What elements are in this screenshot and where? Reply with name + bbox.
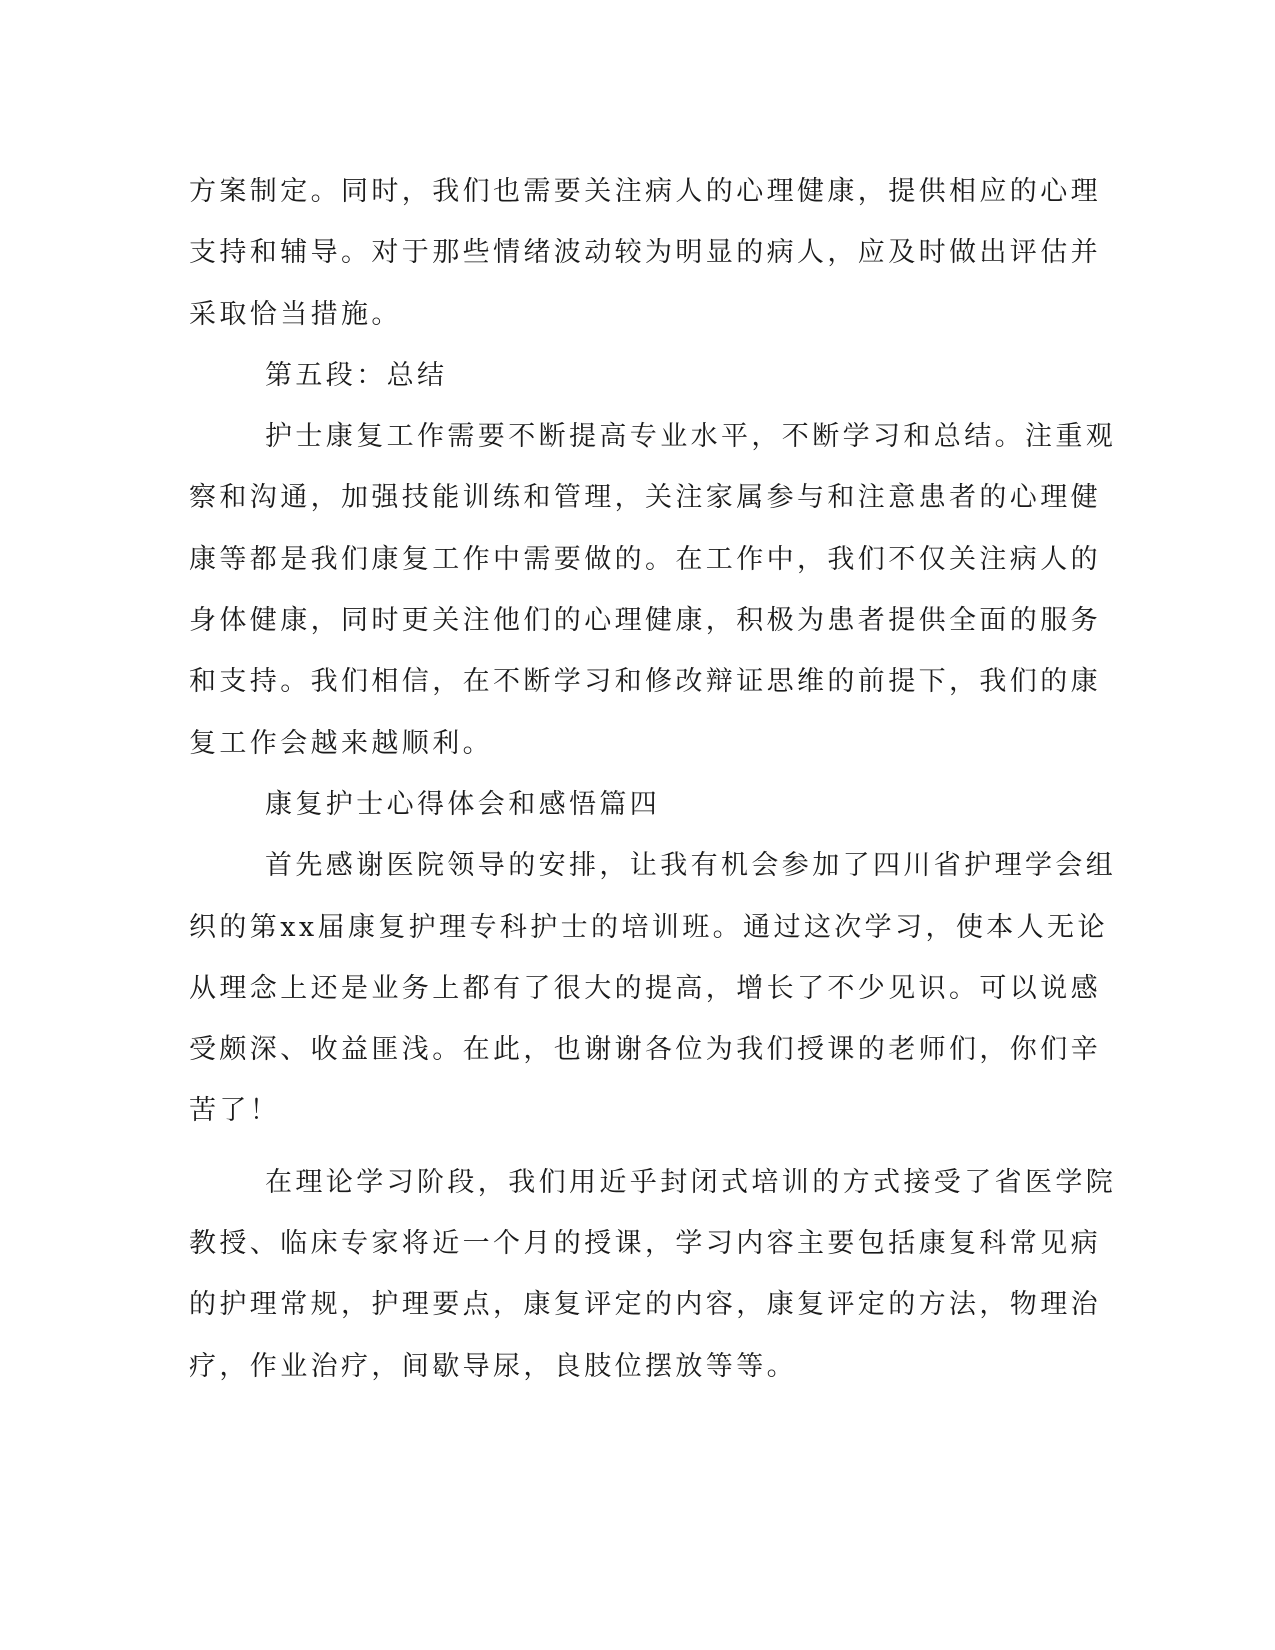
paragraph-line: 疗，作业治疗，间歇导尿，良肢位摆放等等。 xyxy=(189,1350,797,1382)
paragraph-line: 采取恰当措施。 xyxy=(189,298,402,330)
paragraph-line: 复工作会越来越顺利。 xyxy=(189,727,493,759)
paragraph-line: 身体健康，同时更关注他们的心理健康，积极为患者提供全面的服务 xyxy=(189,605,1101,637)
paragraph-line: 支持和辅导。对于那些情绪波动较为明显的病人，应及时做出评估并 xyxy=(189,237,1101,269)
paragraph-line: 方案制定。同时，我们也需要关注病人的心理健康，提供相应的心理 xyxy=(189,176,1101,207)
paragraph-line: 受颇深、收益匪浅。在此，也谢谢各位为我们授课的老师们，你们辛 xyxy=(189,1034,1101,1066)
paragraph-line: 教授、临床专家将近一个月的授课，学习内容主要包括康复科常见病 xyxy=(189,1228,1101,1260)
paragraph-line: 察和沟通，加强技能训练和管理，关注家属参与和注意患者的心理健 xyxy=(189,482,1101,514)
paragraph-spacer xyxy=(189,1142,1069,1152)
paragraph-line: 苦了！ xyxy=(189,1095,281,1127)
paragraph-line: 的护理常规，护理要点，康复评定的内容，康复评定的方法，物理治 xyxy=(189,1289,1101,1321)
document-body xyxy=(189,161,1117,1397)
paragraph-line: 首先感谢医院领导的安排，让我有机会参加了四川省护理学会组 xyxy=(265,850,1117,882)
article-title: 康复护士心得体会和感悟篇四 xyxy=(265,788,661,820)
paragraph-line: 在理论学习阶段，我们用近乎封闭式培训的方式接受了省医学院 xyxy=(265,1166,1117,1198)
paragraph-line: 护士康复工作需要不断提高专业水平，不断学习和总结。注重观 xyxy=(265,421,1117,453)
paragraph-line: 和支持。我们相信，在不断学习和修改辩证思维的前提下，我们的康 xyxy=(189,666,1101,698)
section-heading: 第五段：总结 xyxy=(265,359,448,391)
paragraph-line: 康等都是我们康复工作中需要做的。在工作中，我们不仅关注病人的 xyxy=(189,543,1101,575)
paragraph-line: 从理念上还是业务上都有了很大的提高，增长了不少见识。可以说感 xyxy=(189,972,1101,1004)
paragraph-line: 织的第xx届康复护理专科护士的培训班。通过这次学习，使本人无论 xyxy=(189,911,1108,943)
